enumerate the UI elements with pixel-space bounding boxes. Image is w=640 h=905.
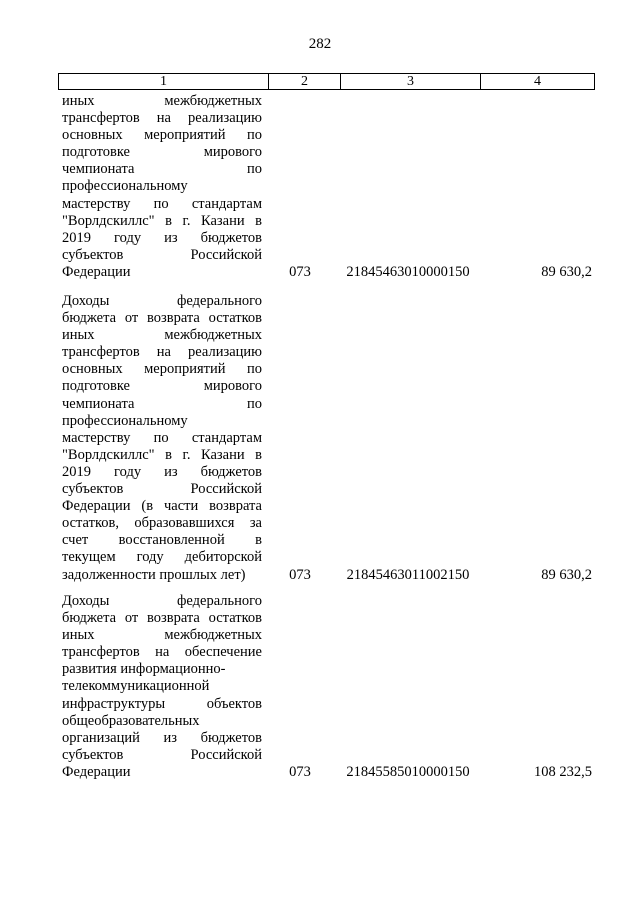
description-line: Доходы федерального (62, 293, 262, 309)
description-line: основных мероприятий по (62, 127, 262, 144)
description-line: счет восстановленной в (62, 532, 262, 549)
description-line: трансфертов на обеспечение (62, 644, 262, 661)
row-amount: 108 232,5 (534, 764, 592, 780)
description-line: 2019 году из бюджетов (62, 463, 262, 480)
description-line: бюджета от возврата остатков (62, 610, 262, 627)
column-header-2: 2 (269, 74, 341, 90)
description-line: общеобразовательных (62, 712, 200, 729)
description-line: иных межбюджетных (62, 327, 262, 344)
description-line: подготовке мирового (62, 144, 262, 161)
description-line: Доходы федерального (62, 593, 262, 609)
row-amount: 89 630,2 (541, 264, 592, 280)
row-amount: 89 630,2 (541, 566, 592, 583)
description-line: остатков, образовавшихся за (62, 515, 262, 532)
row-budget-code: 21845463011002150 (346, 566, 470, 583)
row-code: 073 (289, 566, 311, 583)
row-description (62, 93, 262, 281)
description-line: иных межбюджетных (62, 93, 262, 109)
page-number: 282 (308, 36, 332, 52)
description-line: задолженности прошлых лет) (62, 566, 246, 583)
description-line: профессиональному (62, 178, 188, 195)
description-line: развития информационно- (62, 661, 226, 678)
description-line: субъектов Российской (62, 246, 262, 263)
description-line: подготовке мирового (62, 378, 262, 395)
description-line: "Ворлдскиллс" в г. Казани в (62, 446, 262, 463)
description-line: чемпионата по (62, 395, 262, 412)
column-header-3: 3 (341, 74, 481, 90)
description-line: профессиональному (62, 412, 188, 429)
description-line: основных мероприятий по (62, 361, 262, 378)
description-line: бюджета от возврата остатков (62, 310, 262, 327)
description-line: "Ворлдскиллс" в г. Казани в (62, 212, 262, 229)
row-code: 073 (289, 264, 311, 280)
description-line: инфраструктуры объектов (62, 695, 262, 712)
description-line: 2019 году из бюджетов (62, 229, 262, 246)
description-line: организаций из бюджетов (62, 729, 262, 746)
row-description (62, 293, 262, 584)
description-line: текущем году дебиторской (62, 549, 262, 566)
row-budget-code: 21845463010000150 (346, 264, 470, 280)
description-line: мастерству по стандартам (62, 195, 262, 212)
description-line: Федерации (62, 763, 131, 780)
description-line: субъектов Российской (62, 746, 262, 763)
description-line: Федерации (в части возврата (62, 498, 262, 515)
table-header (58, 73, 595, 90)
row-budget-code: 21845585010000150 (346, 764, 470, 780)
description-line: телекоммуникационной (62, 678, 210, 695)
description-line: мастерству по стандартам (62, 429, 262, 446)
column-header-4: 4 (481, 74, 595, 90)
description-line: субъектов Российской (62, 481, 262, 498)
column-header-1: 1 (59, 74, 269, 90)
description-line: иных межбюджетных (62, 627, 262, 644)
description-line: Федерации (62, 263, 131, 280)
description-line: трансфертов на реализацию (62, 344, 262, 361)
description-line: трансфертов на реализацию (62, 110, 262, 127)
row-description (62, 593, 262, 781)
description-line: чемпионата по (62, 161, 262, 178)
row-code: 073 (289, 764, 311, 780)
